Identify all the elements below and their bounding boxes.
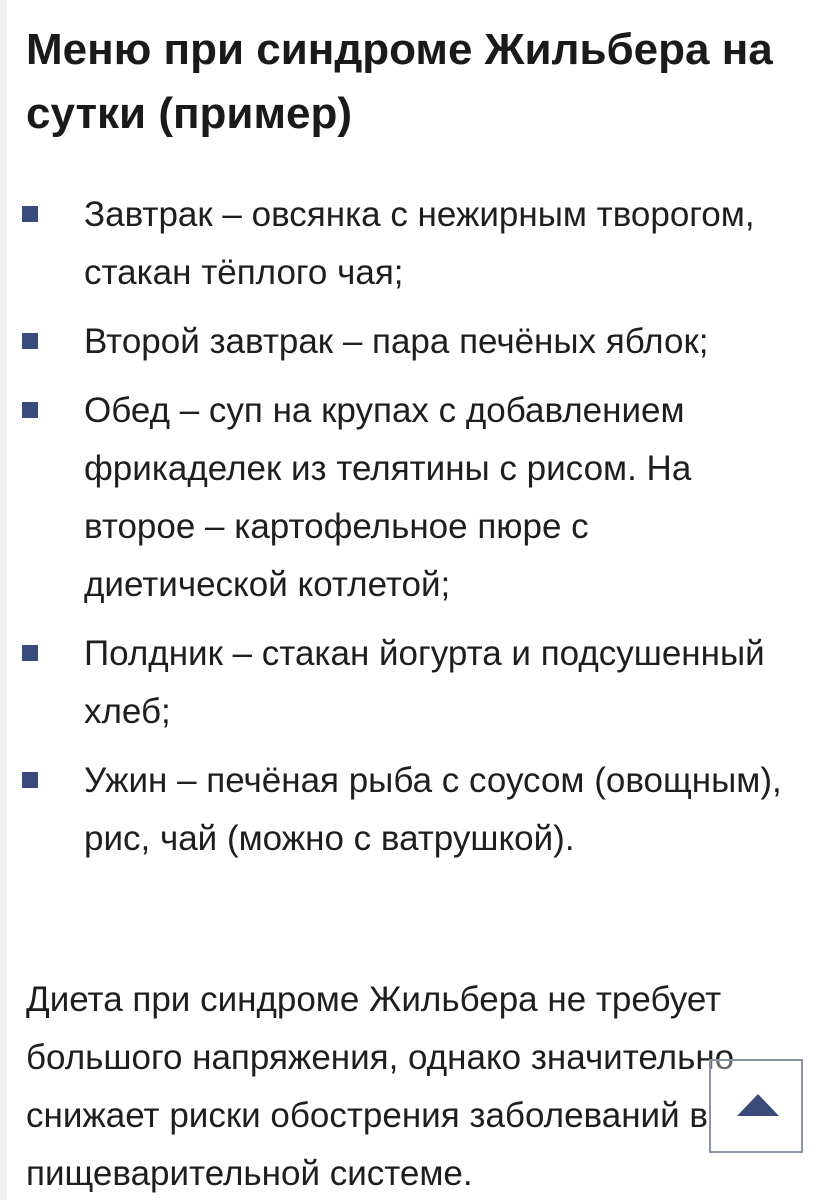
square-bullet-icon <box>22 206 38 222</box>
square-bullet-icon <box>22 402 38 418</box>
square-bullet-icon <box>22 333 38 349</box>
list-item-text: Второй завтрак – пара печёных яблок; <box>84 322 709 361</box>
arrow-up-icon <box>737 1094 779 1116</box>
square-bullet-icon <box>22 645 38 661</box>
list-item-text: Полдник – стакан йогурта и подсушенный хлеб; <box>84 634 765 731</box>
list-item <box>0 625 839 741</box>
list-item <box>0 382 839 614</box>
list-item <box>0 186 839 302</box>
list-item-text: Ужин – печёная рыба с соусом (овощным), рис, чай (можно с ватрушкой). <box>84 761 782 858</box>
menu-list <box>0 186 839 879</box>
list-item-text: Завтрак – овсянка с нежирным творогом, стакан тёплого чая; <box>84 195 755 292</box>
article-paragraph: Диета при синдроме Жильбера не требует большого напряжения, однако значительно снижает риски обострения заболеваний в пищеварительной системе. <box>26 980 735 1193</box>
square-bullet-icon <box>22 772 38 788</box>
scroll-to-top-button[interactable] <box>709 1059 803 1153</box>
list-item <box>0 752 839 868</box>
article-title: Меню при синдроме Жильбера на сутки (пример) <box>26 25 773 138</box>
list-item <box>0 313 839 371</box>
list-item-text: Обед – суп на крупах с добавлением фрикаделек из телятины с рисом. На второе – картофельное пюре с диетической котлетой; <box>84 391 692 604</box>
